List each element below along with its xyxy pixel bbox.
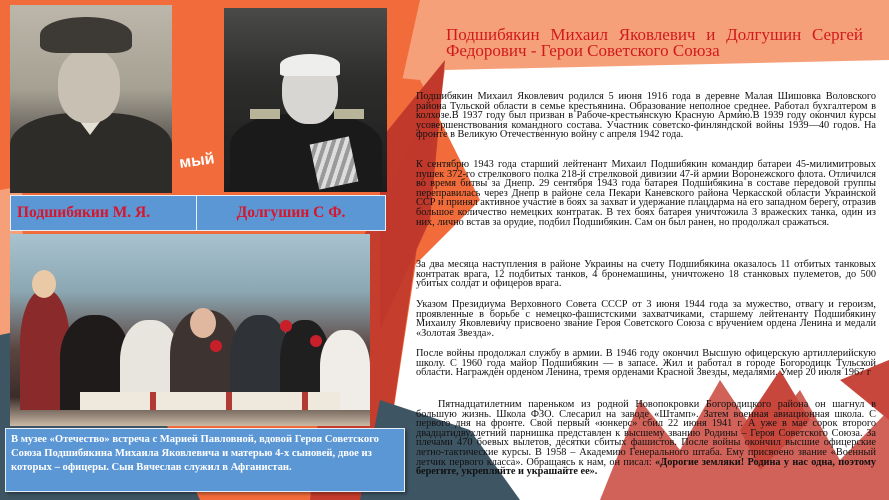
name-label-podshibyakin: Подшибякин М. Я.	[11, 196, 197, 230]
biography-paragraph-3: За два месяца наступления в районе Украины на счету Подшибякина оказалось 11 отбитых танковых контратак врага, 12 подбитых танков, 4 бронемашины, уничтожено 18 станковых пулеметов, до 500 убитых солдат и офицеров врага.	[416, 259, 876, 290]
hair-shape	[280, 54, 340, 76]
museum-group-photo	[10, 234, 370, 426]
dolgushin-paragraph-text: Пятнадцатилетним пареньком из родной Новопокровки Богородицкого района он шагнул в большую жизнь. Школа ФЗО. Слесарил на заводе «Штамп». Затем военная авиационная школа. С первого дня на фронте. Свой первый «юнкерс» сбил 22 июня 1941 г. А уже в мае сорок второго двадцатидвухлетний парнишка представлен к высшему званию Родины – Героя Советского Союза. За плечами 470 боевых вылетов, десятки сбитых фашистов. После войны окончил высшие офицерские летно-тактические курсы. В 1958 – Академию Генерального штаба. Ему присвоено звание «Военный летчик первого класса». Обращаясь к нам, он писал:	[416, 399, 876, 468]
svg-text:мый: мый	[178, 150, 216, 172]
portrait-podshibyakin-photo	[10, 5, 172, 193]
slide-title: Подшибякин Михаил Яковлевич и Долгушин Сергей Федорович - Герои Советского Союза	[446, 25, 863, 60]
portrait-dolgushin-photo	[224, 8, 387, 192]
uniform-shape	[230, 114, 382, 192]
shoulder-board-right	[334, 109, 364, 119]
dolgushin-quote: «Дорогие земляки! Родина у нас одна, поэтому берегите, укрепляйте и украшайте ее».	[416, 456, 876, 478]
dolgushin-paragraph	[416, 400, 876, 477]
biography-paragraph-2: К сентябрю 1943 года старший лейтенант Михаил Подшибякин командир батареи 45-милимитровых пушек 372-го стрелкового полка 218-й стрелковой дивизии 47-й армии Воронежского флота. Отличился во время битвы за Днепр. 29 сентября 1943 года батарея Подшибякина в составе передовой группы переправилась через Днепр в районе села Пекари Каневского района Черкасской области Украинской ССР и принял активное участие в боях за захват и удержание плацдарма на его западном берегу, отразив большое количество немецких контратак. В тех боях батарея уничтожила 3 вражеских танка, один из них, лично встав за орудие, подбил Подшибякин. Сам он был ранен, но продолжал сражаться.	[416, 159, 876, 228]
albums-on-table	[80, 392, 340, 410]
shoulder-board-left	[250, 109, 280, 119]
group-people	[10, 280, 370, 410]
biography-paragraph-4: Указом Президиума Верховного Совета СССР от 3 июня 1944 года за мужество, отвагу и героизм, проявленные в борьбе с немецко-фашистскими захватчиками, старшему лейтенанту Подшибякину Михаилу Яковлевичу присвоено звание Героя Советского Союза с вручением ордена Ленина и медали «Золотая Звезда».	[416, 299, 876, 339]
name-labels-table	[10, 195, 386, 231]
photo-caption: В музее «Отечество» встреча с Марией Павловной, вдовой Героя Советского Союза Подшибякина Михаила Яковлевича и матерью 4-х сыновей, двое из которых – офицеры. Сын Вячеслав служил в Афганистан.	[5, 428, 405, 492]
military-cap-shape	[40, 17, 132, 53]
biography-paragraph-5: После войны продолжал службу в армии. В 1946 году окончил Высшую офицерскую артиллерийскую школу. С 1960 года майор Подшибякин — в запасе. Жил и работал в городе Богородицк Тульской области. Награждён орденом Ленина, тремя орденами Красной Звезды, медалями. Умер 20 июля 1967 г	[416, 348, 876, 379]
name-label-dolgushin: Долгушин С Ф.	[236, 204, 346, 221]
face-shape	[58, 49, 120, 123]
biography-paragraph-1: Подшибякин Михаил Яковлевич родился 5 июня 1916 года в деревне Малая Шишовка Воловского района Тульской области в семье крестьянина. Образование неполное среднее. Работал бухгалтером в колхозе.В 1937 году был призван в Рабоче-крестьянскую Красную Армию.В 1939 году окончил курсы усовершенствования командного состава. Участник советско-финляндской войны 1939—40 годов. На фронте в Великую Отечественную войну с апреля 1942 года.	[416, 91, 876, 141]
